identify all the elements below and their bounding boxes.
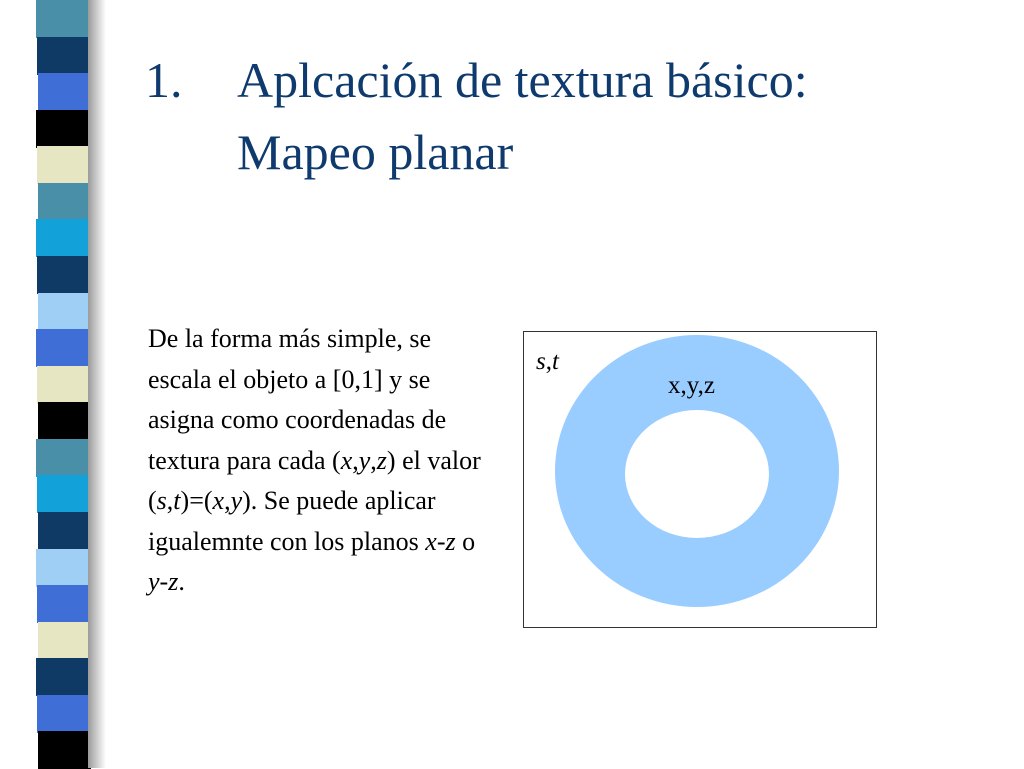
- stripe-band: [37, 695, 91, 733]
- title-line-1: Aplcación de textura básico:: [237, 52, 808, 108]
- body-text-segment: .: [178, 567, 185, 596]
- stripe-band: [37, 37, 91, 75]
- stripe-band: [37, 475, 91, 513]
- stripe-band: [38, 183, 92, 221]
- body-dash: -: [159, 567, 169, 596]
- stripe-band: [37, 146, 90, 184]
- var-s: s: [536, 348, 546, 375]
- body-comma: ,: [224, 486, 231, 515]
- var-x: x: [212, 486, 225, 515]
- var-y: y: [148, 567, 160, 596]
- var-x: x: [340, 445, 353, 475]
- stripe-band: [38, 73, 91, 111]
- stripe-shadow: [88, 0, 106, 768]
- var-x: x: [425, 526, 437, 556]
- title-line-2: Mapeo planar: [237, 124, 514, 180]
- stripe-band: [36, 110, 90, 148]
- body-paragraph: [148, 319, 493, 603]
- body-text-segment: ). Se puede aplicar igualemnte con los planos: [148, 486, 436, 556]
- stripe-band: [36, 549, 90, 587]
- stripe-band: [38, 512, 91, 550]
- stripe-band: [38, 402, 92, 440]
- stripe-band: [36, 439, 89, 477]
- var-z: z: [376, 445, 387, 475]
- stripe-band: [38, 731, 91, 769]
- body-text-segment: ) el valor (: [148, 445, 481, 515]
- stripe-band: [36, 219, 89, 257]
- body-text-segment: )=(: [180, 486, 213, 515]
- var-y: y: [358, 445, 371, 475]
- stripe-band: [37, 256, 91, 294]
- var-s: s: [156, 486, 167, 515]
- stripe-band: [38, 293, 91, 331]
- stripe-band: [36, 329, 90, 367]
- stripe-band: [37, 366, 90, 404]
- body-comma: ,: [370, 445, 377, 475]
- stripe-band: [36, 0, 89, 38]
- body-text-segment: o: [455, 526, 476, 556]
- var-y: y: [230, 486, 243, 515]
- st-comma: ,: [545, 348, 552, 375]
- planar-mapping-figure: [523, 331, 877, 628]
- body-dash: -: [436, 526, 446, 556]
- stripe-band: [37, 585, 90, 623]
- stripe-band: [36, 658, 89, 696]
- var-z: z: [445, 526, 456, 556]
- body-comma: ,: [166, 486, 174, 515]
- body-comma: ,: [352, 445, 359, 475]
- stripe-band: [38, 622, 92, 660]
- var-t: t: [551, 348, 559, 375]
- st-label: [536, 348, 559, 376]
- var-z: z: [168, 567, 179, 596]
- title-number: 1.: [145, 52, 183, 108]
- body-text-segment: De la forma más simple, se escala el objeto a [0,1] y se asigna como coordenadas de textura para cada (: [148, 324, 447, 475]
- var-t: t: [173, 486, 181, 515]
- object-coordinates-label: x,y,z: [668, 372, 715, 399]
